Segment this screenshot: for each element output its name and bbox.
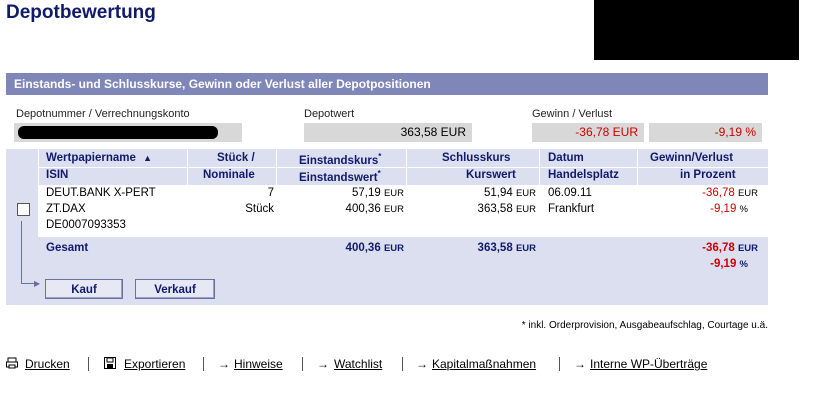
- positions-table: [6, 149, 768, 305]
- panel-header: Einstands- und Schlusskurse, Gewinn oder Verlust aller Depotpositionen: [6, 73, 768, 95]
- col-nominale-header: Nominale: [203, 169, 255, 181]
- col-name-header[interactable]: [46, 152, 152, 164]
- wp-isin: DE0007093353: [46, 219, 126, 231]
- footnote: * inkl. Orderprovision, Ausgabeaufschlag, Courtage u.ä.: [521, 320, 768, 331]
- separator: [203, 357, 204, 371]
- col-gv-header: Gewinn/Verlust: [650, 152, 734, 164]
- gv-label: Gewinn / Verlust: [532, 108, 613, 120]
- page-title: Depotbewertung: [6, 2, 156, 23]
- printer-icon: [6, 357, 18, 372]
- separator: [402, 357, 403, 371]
- asterisk-2: *: [377, 169, 381, 178]
- col-einstandskurs-header: [299, 152, 381, 167]
- gv-row-percent: -9,19 %: [710, 203, 748, 215]
- verkauf-button[interactable]: Verkauf: [135, 279, 215, 299]
- total-gv-pct: -9,19 %: [710, 258, 748, 270]
- drucken-link[interactable]: Drucken: [25, 357, 70, 371]
- col-einstandswert-header: [299, 169, 381, 184]
- col-gv-pct-header: in Prozent: [680, 169, 736, 181]
- arrow-right-icon: →: [574, 357, 586, 371]
- stueck-unit: Stück: [245, 203, 274, 215]
- separator: [559, 357, 560, 371]
- depot-label: Depotnummer / Verrechnungskonto: [16, 108, 190, 120]
- handelsplatz-value: Frankfurt: [548, 203, 595, 215]
- einstandswert-value: 400,36 EUR: [345, 203, 404, 215]
- arrow-right-icon: →: [416, 357, 428, 371]
- sort-asc-icon[interactable]: ▲: [143, 153, 153, 163]
- col-datum-header: Datum: [548, 152, 584, 164]
- schlusskurs-value: 51,94 EUR: [483, 187, 536, 199]
- depotwert-label: Depotwert: [304, 108, 355, 120]
- row-select-checkbox[interactable]: [17, 203, 30, 216]
- wp-uebertraege-link[interactable]: Interne WP-Überträge: [590, 357, 708, 371]
- einstandskurs-label: Einstandskurs: [299, 154, 379, 167]
- stueck-value: 7: [267, 187, 274, 199]
- col-handelsplatz-header: Handelsplatz: [548, 169, 619, 181]
- separator: [88, 357, 89, 371]
- summary-area: [6, 95, 768, 147]
- einstandskurs-value: 57,19 EUR: [351, 187, 404, 199]
- total-gv: -36,78 EUR: [702, 242, 758, 254]
- gv-value: -36,78 EUR: [532, 123, 644, 142]
- wp-name-line1: DEUT.BANK X-PERT: [46, 187, 156, 199]
- total-row: [38, 237, 768, 277]
- einstandswert-label: Einstandswert: [299, 171, 378, 184]
- arrow-right-icon: →: [317, 357, 329, 371]
- kurswert-value: 363,58 EUR: [477, 203, 536, 215]
- total-label: Gesamt: [46, 242, 89, 254]
- asterisk-1: *: [378, 152, 382, 161]
- separator: [302, 357, 303, 371]
- redacted-depotnumber: [18, 126, 218, 139]
- arrow-right-icon: →: [218, 357, 230, 371]
- kauf-button[interactable]: Kauf: [45, 279, 123, 299]
- col-kurswert-header: Kurswert: [466, 169, 516, 181]
- connector-arrow-icon: ▶: [34, 279, 41, 288]
- col-schlusskurs-header: Schlusskurs: [442, 152, 511, 164]
- connector-line: [21, 221, 22, 283]
- gv-row-value: -36,78 EUR: [702, 187, 758, 199]
- exportieren-link[interactable]: Exportieren: [124, 357, 186, 371]
- save-icon: [104, 357, 116, 372]
- depot-field: [14, 123, 242, 142]
- datum-value: 06.09.11: [548, 187, 592, 199]
- redacted-banner: [594, 0, 799, 60]
- total-kurswert: 363,58 EUR: [477, 242, 536, 254]
- col-stueck-header: Stück /: [217, 152, 255, 164]
- gv-percent: -9,19 %: [649, 123, 762, 142]
- watchlist-link[interactable]: Watchlist: [334, 357, 383, 371]
- kapitalmassnahmen-link[interactable]: Kapitalmaßnahmen: [432, 357, 537, 371]
- wp-name-line2: ZT.DAX: [46, 203, 86, 215]
- col-isin-header: ISIN: [46, 169, 69, 181]
- depotwert-value: 363,58 EUR: [304, 123, 472, 142]
- action-link-bar: [6, 357, 766, 373]
- table-row: [38, 185, 768, 237]
- col-name-label: Wertpapiername: [46, 152, 136, 164]
- hinweise-link[interactable]: Hinweise: [234, 357, 283, 371]
- total-einstandswert: 400,36 EUR: [345, 242, 404, 254]
